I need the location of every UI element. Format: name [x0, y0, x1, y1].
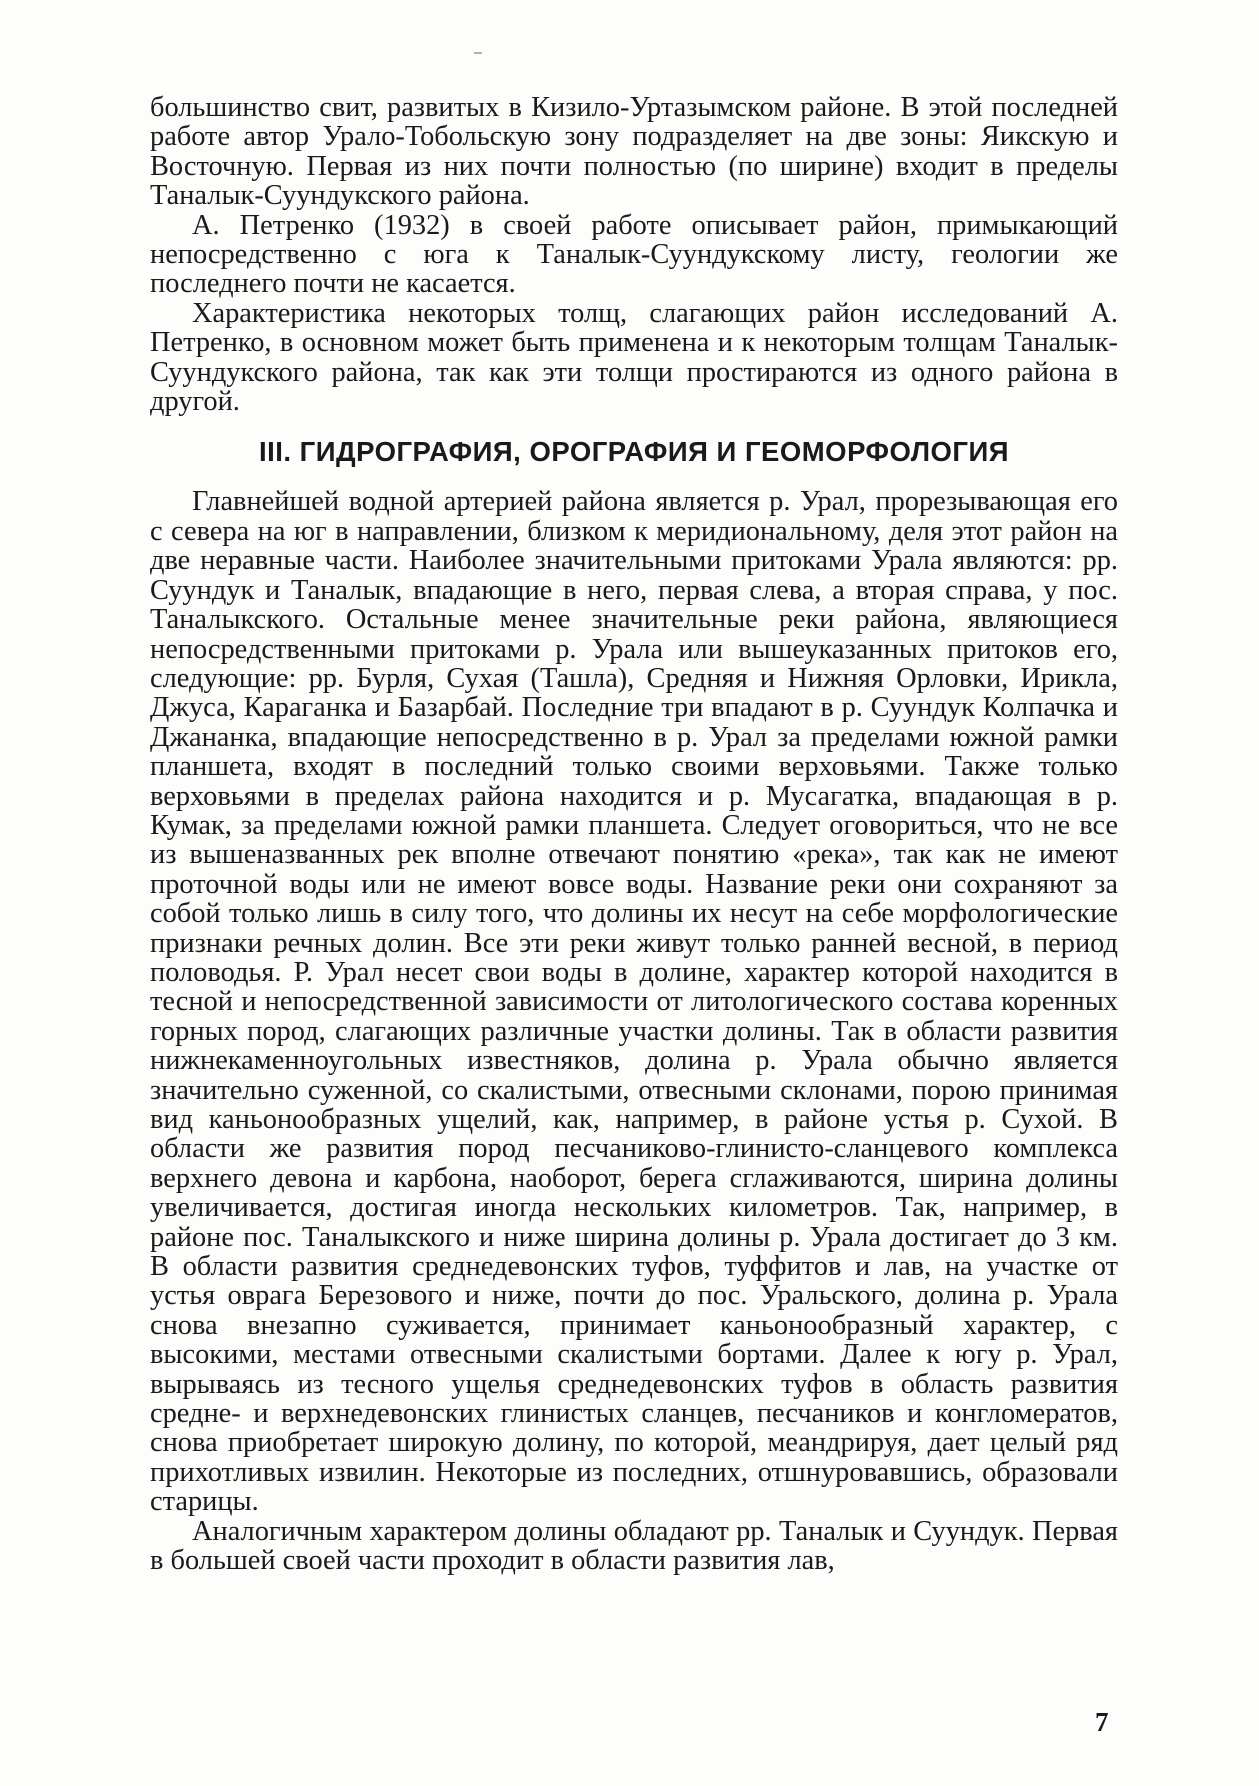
paragraph-characteristics: Характеристика некоторых толщ, слагающих район исследований А. Петренко, в основном может быть применена и к некоторым толщам Таналык-Суундукского района, так как эти толщи простираются из одного района в другой. [150, 297, 1118, 418]
section-heading: III. ГИДРОГРАФИЯ, ОРОГРАФИЯ И ГЕОМОРФОЛОГИЯ [258, 436, 1010, 468]
page-content [150, 93, 1118, 1576]
paragraph-petrenko: А. Петренко (1932) в своей работе описывает район, примыкающий непосредственно с юга к Таналык-Суундукскому листу, геологии же последнего почти не касается. [150, 209, 1118, 300]
paragraph-analogous-valleys: Аналогичным характером долины обладают рр. Таналык и Суундук. Первая в большей своей части проходит в области развития лав, [150, 1515, 1118, 1577]
page-number: 7 [1095, 1707, 1109, 1737]
paragraph-continuation: большинство свит, развитых в Кизило-Уртазымском районе. В этой последней работе автор Урало-Тобольскую зону подразделяет на две зоны: Яикскую и Восточную. Первая из них почти полностью (по ширине) входит в пределы Таналык-Суундукского района. [150, 92, 1118, 212]
paragraph-hydrography: Главнейшей водной артерией района является р. Урал, прорезывающая его с севера на юг в направлении, близком к меридиональному, деля этот район на две неравные части. Наиболее значительными притоками Урала являются: рр. Суундук и Таналык, впадающие в него, первая слева, а вторая справа, у пос. Таналыкского. Остальные менее значительные реки района, являющиеся непосредственными притоками р. Урала или вышеуказанных притоков его, следующие: рр. Бурля, Сухая (Ташла), Средняя и Нижняя Орловки, Ирикла, Джуса, Караганка и Базарбай. Последние три впадают в р. Суундук Колпачка и Джананка, впадающие непосредственно в р. Урал за пределами южной рамки планшета, входят в последний только своими верховьями. Также только верховьями в пределах района находится и р. Мусагатка, впадающая в р. Кумак, за пределами южной рамки планшета. Следует оговориться, что не все из вышеназванных рек вполне отвечают понятию «река», так как не имеют проточной воды или не имеют вовсе воды. Название реки они сохраняют за собой только лишь в силу того, что долины их несут на себе морфологические признаки речных долин. Все эти реки живут только ранней весной, в период половодья. Р. Урал несет свои воды в долине, характер которой находится в тесной и непосредственной зависимости от литологического состава коренных горных пород, слагающих различные участки долины. Так в области развития нижнекаменноугольных известняков, долина р. Урала обычно является значительно суженной, со скалистыми, отвесными склонами, порою принимая вид каньонообразных ущелий, как, например, в районе устья р. Сухой. В области же развития пород песчаниково-глинисто-сланцевого комплекса верхнего девона и карбона, наоборот, берега сглаживаются, ширина долины увеличивается, достигая иногда нескольких километров. Так, например, в районе пос. Таналыкского и ниже ширина долины р. Урала достигает до 3 км. В области развития среднедевонских туфов, туффитов и лав, на участке от устья оврага Березового и ниже, почти до пос. Уральского, долина р. Урала снова внезапно суживается, принимает каньонообразный характер, с высокими, местами отвесными скалистыми бортами. Далее к югу р. Урал, вырываясь из тесного ущелья среднедевонских туфов в область развития средне- и верхнедевонских глинистых сланцев, песчаников и конгломератов, снова приобретает широкую долину, по которой, меандрируя, дает целый ряд прихотливых извилин. Некоторые из последних, отшнуровавшись, образовали старицы. [150, 486, 1118, 1518]
scan-speck [474, 52, 482, 54]
